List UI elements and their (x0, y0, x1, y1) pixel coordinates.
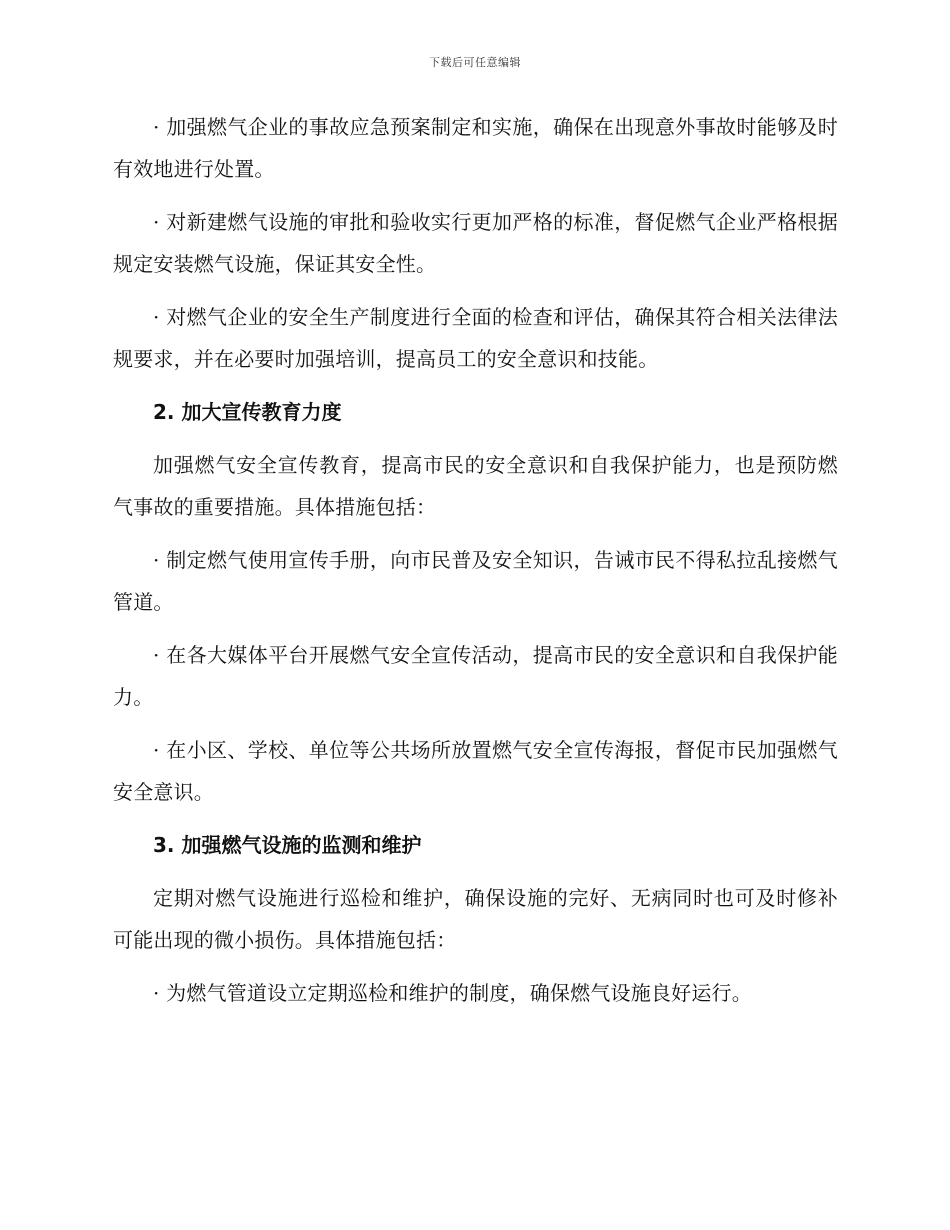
bullet-item: · 对燃气企业的安全生产制度进行全面的检查和评估，确保其符合相关法律法规要求，并在必要时加强培训，提高员工的安全意识和技能。 (113, 305, 838, 371)
document-body (113, 106, 838, 1025)
bullet-item: · 在各大媒体平台开展燃气安全宣传活动，提高市民的安全意识和自我保护能力。 (113, 643, 838, 709)
page-header-note: 下载后可任意编辑 (429, 56, 521, 69)
section-heading: 3. 加强燃气设施的监测和维护 (153, 833, 422, 857)
bullet-item: · 加强燃气企业的事故应急预案制定和实施，确保在出现意外事故时能够及时有效地进行处置。 (113, 115, 838, 181)
section-heading: 2. 加大宣传教育力度 (153, 400, 342, 424)
body-paragraph: 加强燃气安全宣传教育，提高市民的安全意识和自我保护能力，也是预防燃气事故的重要措施。具体措施包括： (113, 453, 838, 519)
bullet-item: · 为燃气管道设立定期巡检和维护的制度，确保燃气设施良好运行。 (153, 981, 752, 1005)
bullet-item: · 在小区、学校、单位等公共场所放置燃气安全宣传海报，督促市民加强燃气安全意识。 (113, 738, 838, 804)
body-paragraph: 定期对燃气设施进行巡检和维护，确保设施的完好、无病同时也可及时修补可能出现的微小损伤。具体措施包括： (113, 886, 838, 952)
bullet-item: · 制定燃气使用宣传手册，向市民普及安全知识，告诫市民不得私拉乱接燃气管道。 (113, 548, 838, 614)
bullet-item: · 对新建燃气设施的审批和验收实行更加严格的标准，督促燃气企业严格根据规定安装燃气设施，保证其安全性。 (113, 210, 838, 276)
